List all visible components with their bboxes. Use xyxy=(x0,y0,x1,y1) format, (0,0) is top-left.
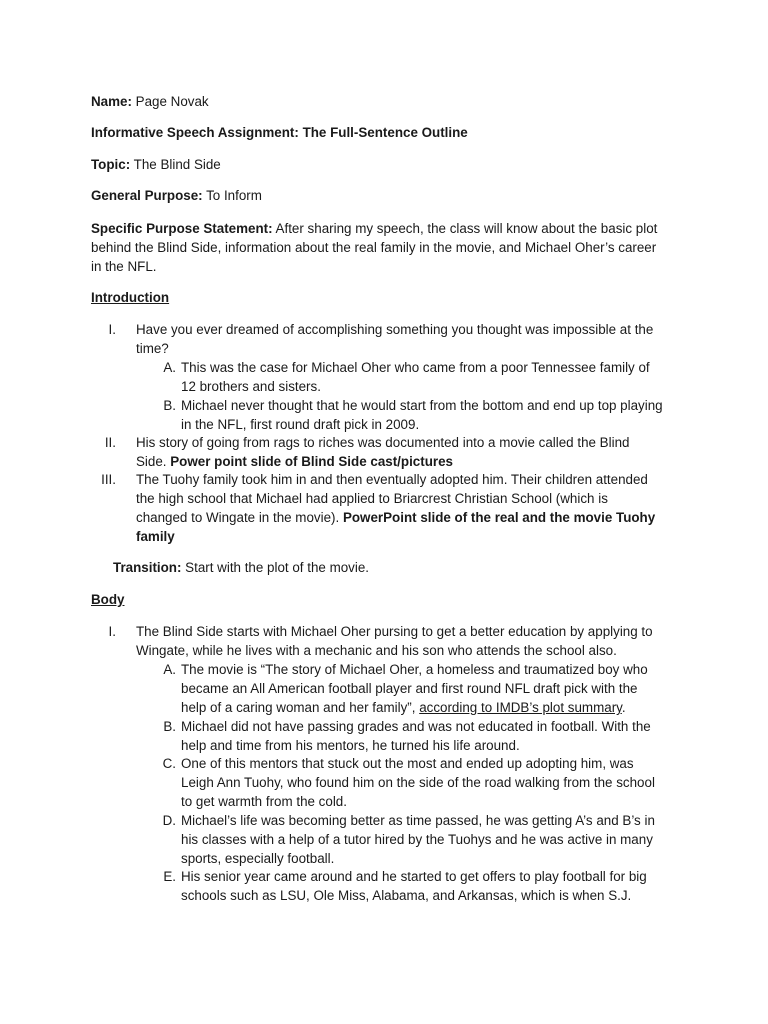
intro-item-3-line-3 xyxy=(136,508,655,527)
specific-purpose-line-3: in the NFL. xyxy=(91,259,157,274)
intro-item-2-slide-note: Power point slide of Blind Side cast/pictures xyxy=(170,454,453,469)
intro-sub-b-line-2: in the NFL, first round draft pick in 2009. xyxy=(181,417,420,432)
intro-item-2-number: II. xyxy=(104,435,116,450)
transition-label: Transition: xyxy=(113,560,182,575)
specific-purpose-line-1 xyxy=(91,219,657,238)
intro-item-3-text: changed to Wingate in the movie). xyxy=(136,510,343,525)
body-heading xyxy=(91,590,124,609)
body-sub-d-line-3: sports, especially football. xyxy=(181,851,335,866)
body-sub-d-line-2: his classes with a help of a tutor hired by the Tuohys and he was active in many xyxy=(181,832,653,847)
body-sub-d-line-1: Michael’s life was becoming better as time passed, he was getting A’s and B’s in xyxy=(181,813,655,828)
intro-item-3-slide-note: PowerPoint slide of the real and the movie Tuohy xyxy=(342,510,656,525)
introduction-heading-text: Introduction xyxy=(91,290,170,305)
body-sub-a-line-1: The movie is “The story of Michael Oher, a homeless and traumatized boy who xyxy=(181,662,648,677)
body-sub-b-line-2: help and time from his mentors, he turned his life around. xyxy=(181,738,520,753)
general-purpose-value: To Inform xyxy=(202,188,262,203)
general-purpose-label: General Purpose: xyxy=(91,188,203,203)
introduction-heading xyxy=(91,288,169,307)
body-sub-e-line-1: His senior year came around and he started to get offers to play football for big xyxy=(181,869,647,884)
intro-sub-b-line-1: Michael never thought that he would start from the bottom and end up top playing xyxy=(181,398,663,413)
assignment-title xyxy=(91,123,468,142)
intro-item-2-line-1: His story of going from rags to riches was documented into a movie called the Blind xyxy=(136,435,630,450)
intro-sub-a-line-2: 12 brothers and sisters. xyxy=(181,379,321,394)
body-sub-d-number: D. xyxy=(162,813,176,828)
name-label: Name: xyxy=(91,94,132,109)
topic-label: Topic: xyxy=(91,157,131,172)
body-sub-a-line-3 xyxy=(181,698,626,717)
body-item-1-line-1: The Blind Side starts with Michael Oher pursing to get a better education by applying to xyxy=(136,624,653,639)
specific-purpose-line-2: behind the Blind Side, information about the real family in the movie, and Michael Oher’s career xyxy=(91,240,657,255)
intro-item-1-line-2: time? xyxy=(136,341,169,356)
body-sub-a-period: . xyxy=(621,700,626,715)
body-sub-e-line-2: schools such as LSU, Ole Miss, Alabama, and Arkansas, which is when S.J. xyxy=(181,888,632,903)
intro-item-2-line-2 xyxy=(136,452,453,471)
body-item-1-line-2: Wingate, while he lives with a mechanic and his son who attends the school also. xyxy=(136,643,617,658)
body-sub-a-number: A. xyxy=(163,662,176,677)
intro-item-3-line-4 xyxy=(136,527,175,546)
intro-item-3-slide-note-end: family xyxy=(136,529,175,544)
intro-sub-a-number: A. xyxy=(163,360,176,375)
body-sub-c-line-3: to get warmth from the cold. xyxy=(181,794,347,809)
imdb-plot-summary-link[interactable]: according to IMDB’s plot summary xyxy=(419,700,622,715)
body-sub-b-line-1: Michael did not have passing grades and was not educated in football. With the xyxy=(181,719,651,734)
body-sub-a-line-2: became an All American football player and first round NFL draft pick with the xyxy=(181,681,638,696)
transition-text: Start with the plot of the movie. xyxy=(181,560,370,575)
topic-line xyxy=(91,155,221,174)
topic-value: The Blind Side xyxy=(130,157,221,172)
intro-item-1-line-1: Have you ever dreamed of accomplishing something you thought was impossible at the xyxy=(136,322,654,337)
intro-item-3-number: III. xyxy=(101,472,116,487)
intro-sub-b-number: B. xyxy=(163,398,176,413)
specific-purpose-label: Specific Purpose Statement: xyxy=(91,221,273,236)
assignment-title-text: Informative Speech Assignment: The Full-Sentence Outline xyxy=(91,125,468,140)
body-sub-b-number: B. xyxy=(163,719,176,734)
intro-item-1-number: I. xyxy=(108,322,116,337)
general-purpose-line xyxy=(91,186,262,205)
intro-item-3-line-2: the high school that Michael had applied to Briarcrest Christian School (which is xyxy=(136,491,608,506)
name-value: Page Novak xyxy=(131,94,209,109)
body-sub-c-line-2: Leigh Ann Tuohy, who found him on the side of the road walking from the school xyxy=(181,775,655,790)
body-sub-e-number: E. xyxy=(163,869,176,884)
name-line xyxy=(91,92,209,111)
intro-item-2-text: Side. xyxy=(136,454,171,469)
body-sub-c-line-1: One of this mentors that stuck out the most and ended up adopting him, was xyxy=(181,756,634,771)
transition-line xyxy=(113,558,369,577)
body-item-1-number: I. xyxy=(108,624,116,639)
body-sub-a-text: help of a caring woman and her family”, xyxy=(181,700,420,715)
intro-item-3-line-1: The Tuohy family took him in and then eventually adopted him. Their children attended xyxy=(136,472,648,487)
body-heading-text: Body xyxy=(91,592,125,607)
body-sub-c-number: C. xyxy=(162,756,176,771)
specific-purpose-text: After sharing my speech, the class will know about the basic plot xyxy=(272,221,658,236)
intro-sub-a-line-1: This was the case for Michael Oher who came from a poor Tennessee family of xyxy=(181,360,650,375)
